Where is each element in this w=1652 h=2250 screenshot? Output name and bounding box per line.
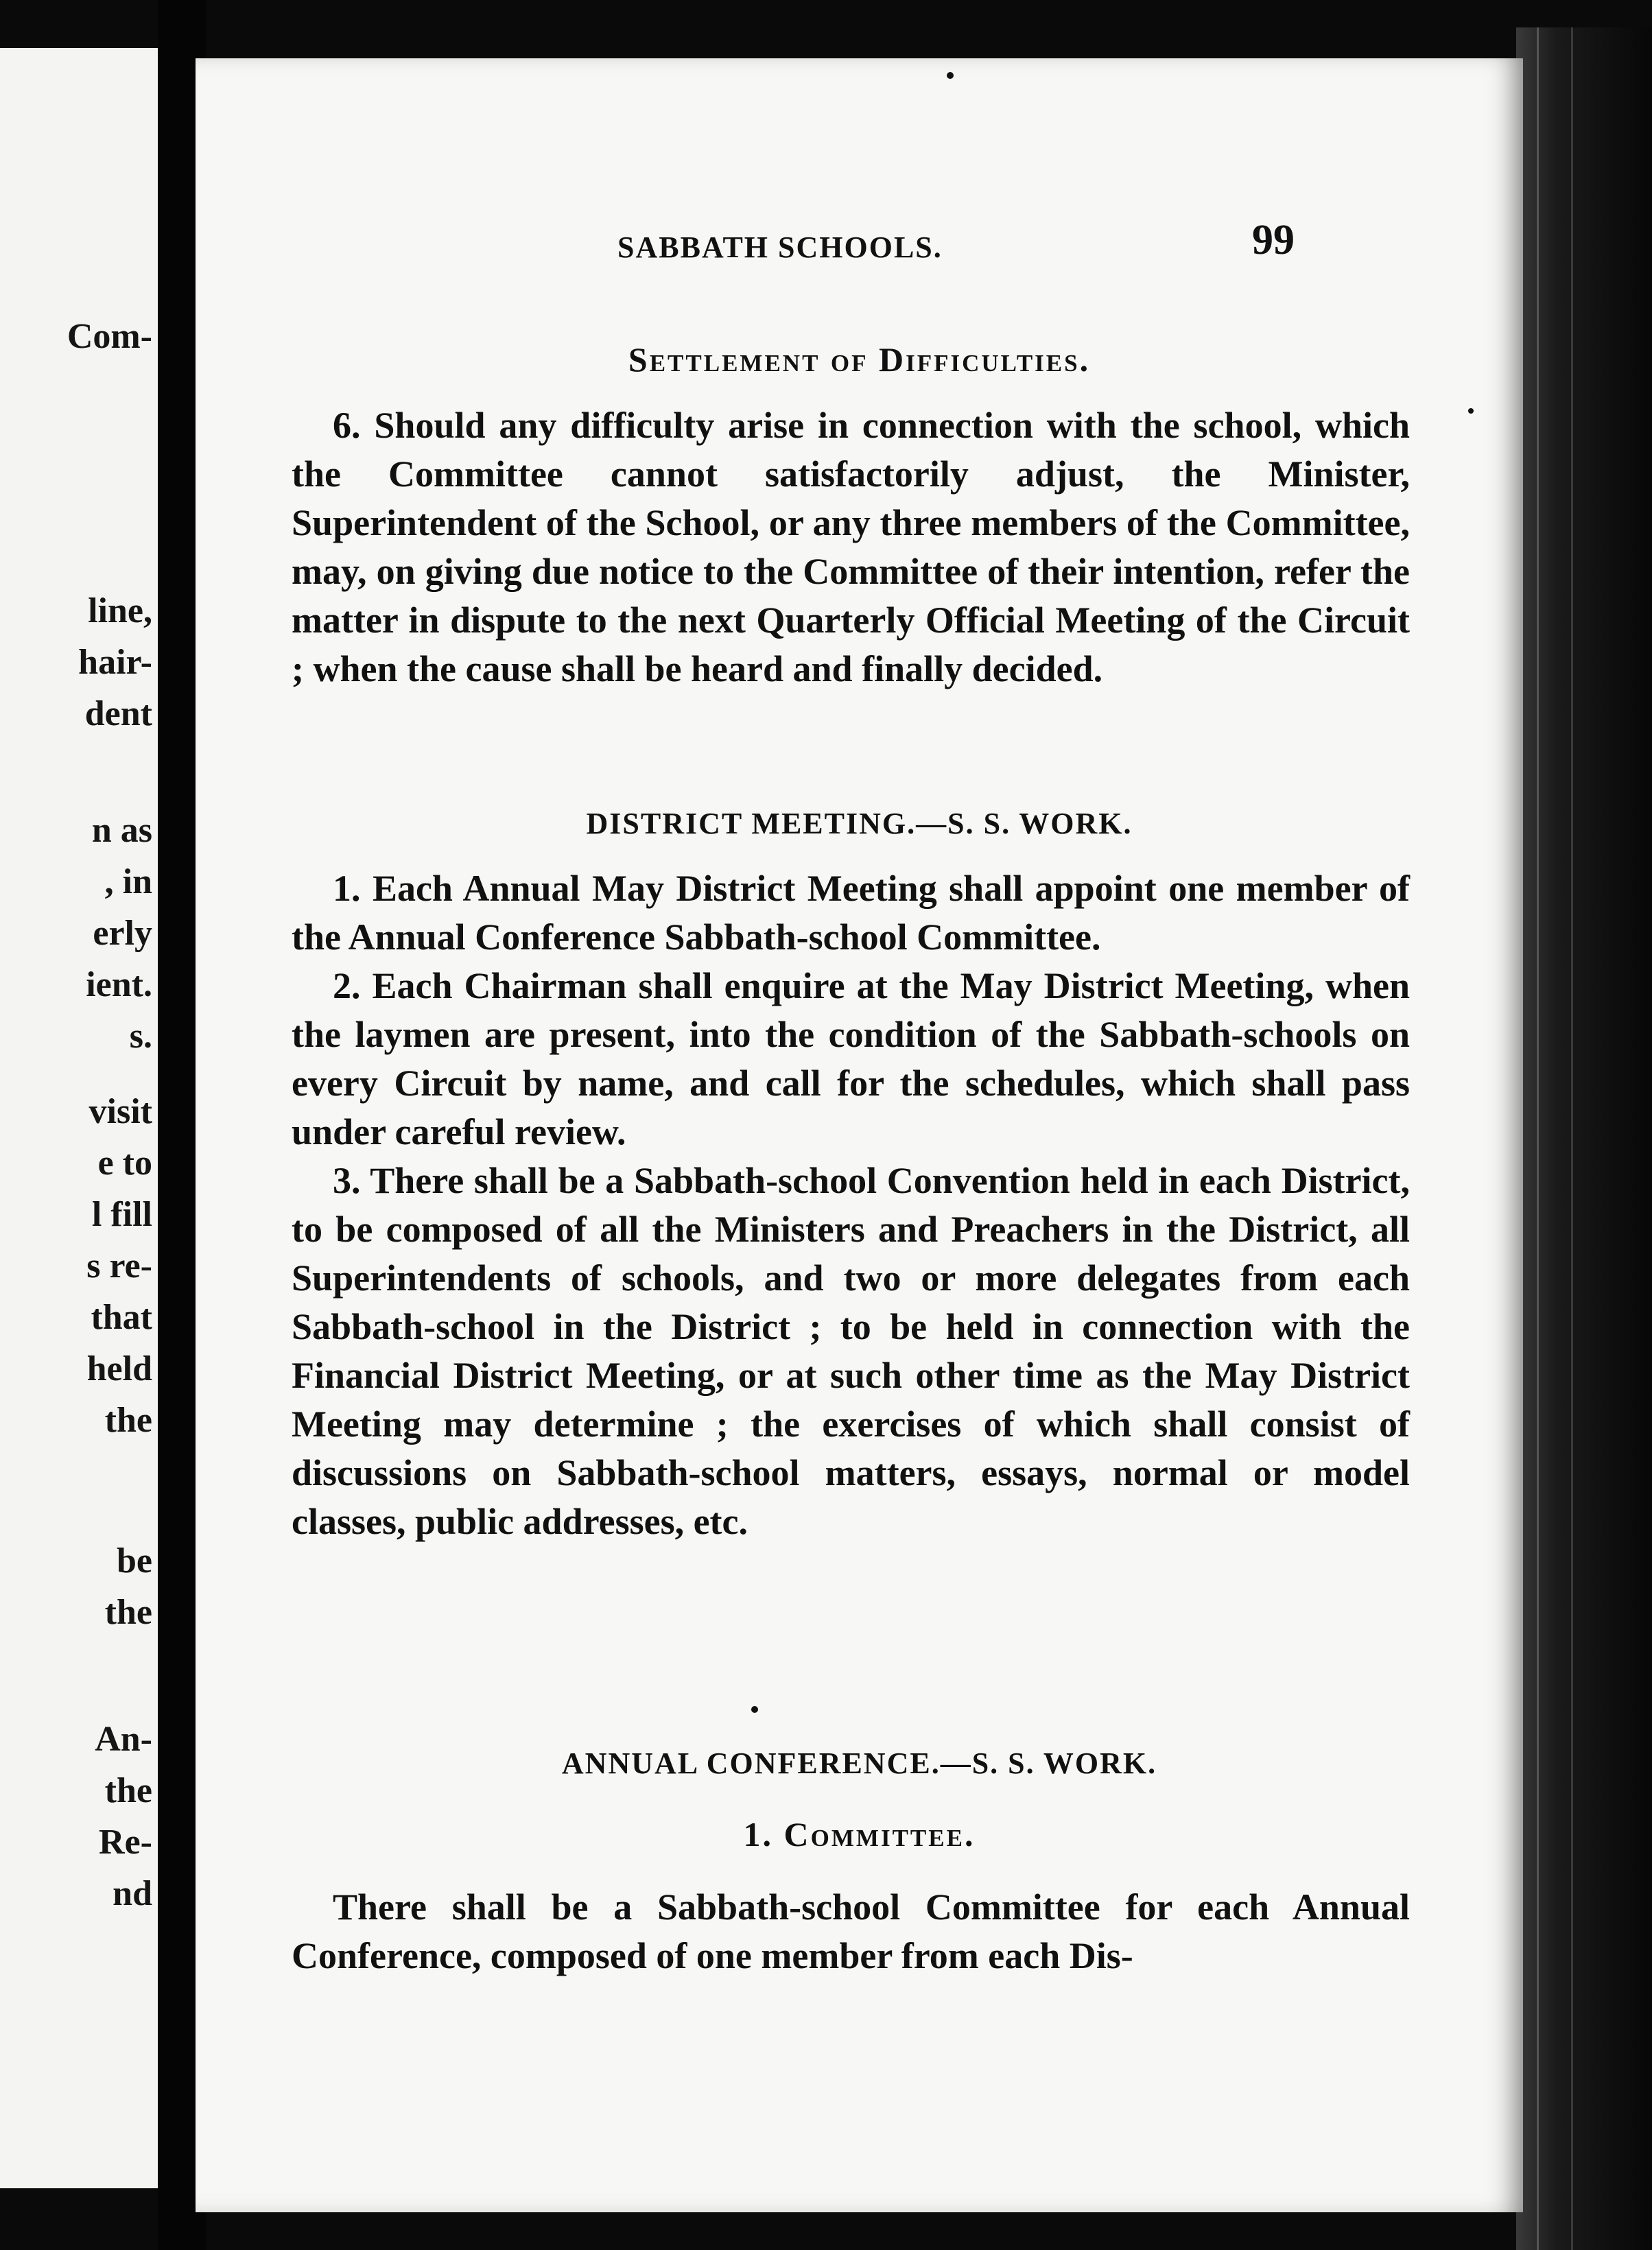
facing-line: s re-	[86, 1246, 152, 1286]
facing-line: e to	[97, 1144, 152, 1183]
facing-line: that	[91, 1298, 152, 1337]
section-heading: DISTRICT MEETING.—S. S. WORK.	[586, 807, 1133, 840]
facing-line: , in	[104, 862, 152, 901]
facing-line: nd	[113, 1874, 152, 1913]
facing-line: dent	[84, 694, 152, 733]
fore-edge-line	[1537, 27, 1539, 2250]
facing-line: be	[117, 1541, 152, 1580]
page-number: 99	[1252, 217, 1295, 263]
facing-line: held	[86, 1349, 152, 1388]
facing-line: n as	[91, 811, 152, 850]
facing-line: l fill	[91, 1195, 152, 1234]
facing-line: the	[104, 1401, 152, 1440]
paragraph: 6. Should any difficulty arise in connection with the school, which the Committee cannot satisfactorily adjust, the Minister, Superintendent of the School, or any three members of the Committee, may, on giving due notice to the Committee of their intention, refer the matter in dispute to the next Quarterly Official Meeting of the Circuit ; when the cause shall be heard and finally decided.	[292, 405, 1410, 689]
book-page	[196, 58, 1523, 2212]
paragraph: 2. Each Chairman shall enquire at the May District Meeting, when the laymen are present, into the condition of the Sabbath-schools on every Circuit by name, and call for the schedules, which shall pass under careful review.	[292, 965, 1410, 1152]
facing-line: the	[104, 1771, 152, 1810]
facing-line: line,	[88, 591, 152, 630]
paragraph: 3. There shall be a Sabbath-school Convention held in each District, to be composed of all the Ministers and Preachers in the District, all Superintendents of schools, and two or more delegates from each Sabbath-school in the District ; to be held in connection with the Financial District Meeting, or at such other time as the May District Meeting may determine ; the exercises of which shall consist of discussions on Sabbath-school matters, essays, normal or model classes, public addresses, etc.	[292, 1160, 1410, 1542]
fore-edge-line	[1571, 27, 1573, 2250]
paragraph: There shall be a Sabbath-school Committee for each Annual Conference, composed of one member from each Dis-	[292, 1886, 1410, 1976]
section-body	[292, 401, 1410, 694]
facing-page-edge	[0, 48, 158, 2188]
section-heading: ANNUAL CONFERENCE.—S. S. WORK.	[561, 1746, 1157, 1780]
ink-speck	[1468, 408, 1474, 414]
facing-line: ient.	[86, 965, 152, 1004]
facing-line: An-	[95, 1720, 152, 1759]
facing-line: Com-	[67, 317, 152, 356]
running-head	[196, 216, 1523, 271]
section-subheading: 1. Committee.	[743, 1815, 976, 1854]
facing-line: visit	[88, 1092, 152, 1131]
facing-page-text	[0, 48, 158, 2188]
section-body	[292, 864, 1410, 1546]
facing-line: Re-	[99, 1823, 152, 1862]
running-title: SABBATH SCHOOLS.	[617, 230, 943, 264]
facing-line: the	[104, 1593, 152, 1632]
ink-speck	[947, 72, 954, 79]
section-body	[292, 1883, 1410, 1980]
ink-speck	[751, 1706, 758, 1713]
facing-line: erly	[93, 914, 152, 953]
section-heading: Settlement of Difficulties.	[628, 340, 1091, 379]
paragraph: 1. Each Annual May District Meeting shall appoint one member of the Annual Conference Sabbath-school Committee.	[292, 868, 1410, 958]
facing-line: hair-	[78, 643, 152, 682]
facing-line: s.	[129, 1017, 152, 1056]
